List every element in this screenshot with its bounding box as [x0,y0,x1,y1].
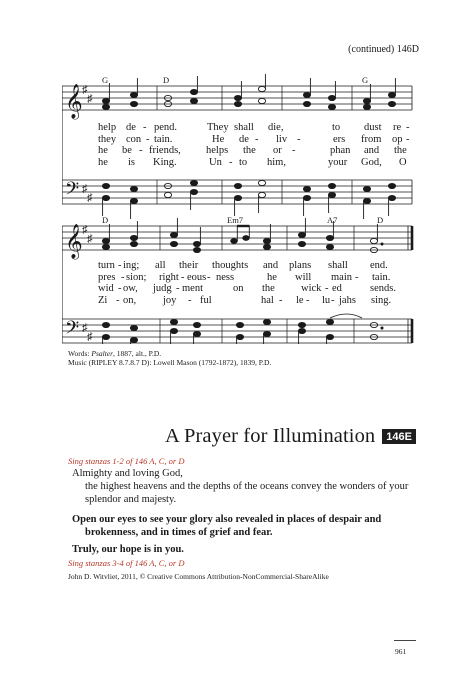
leader-prayer: Almighty and loving God, the highest heavens and the depths of the oceans convey the wonders of your splendor and majesty. [72,468,409,505]
svg-text:♯: ♯ [82,224,88,236]
people-response-1: Open our eyes to see your glory also revealed in places of despair and brokenness, and in times of grief and fear. [72,514,382,538]
verse-3-line: wid - ow, judg - ment on the wick - ed sends. [98,283,396,294]
section-number-badge: 146E [382,429,416,444]
music-credit: Music (RIPLEY 8.7.8.7 D): Lowell Mason (1792-1872), 1839, P.D. [68,358,272,367]
svg-text:♯: ♯ [87,233,93,245]
chord-symbol: G [362,75,369,85]
system1-lyrics [96,122,412,168]
verse-4-line: he is King. Un - to him, your God, O [98,156,407,168]
chord-symbol: D [377,215,384,225]
rubric-sing-3-4: Sing stanzas 3-4 of 146 A, C, or D [68,558,185,568]
page-number: 961 [395,647,407,656]
people-response-2: Truly, our hope is in you. [72,544,184,555]
treble-clef-icon: 𝄞 [65,225,83,258]
bass-clef-icon: 𝄢 [65,317,80,342]
chord-symbol: D [102,215,109,225]
verse-3-line: he be - friends, helps the or - phan and the [98,145,407,156]
section-heading [165,425,416,448]
rubric-sing-1-2: Sing stanzas 1-2 of 146 A, C, or D [68,456,185,466]
verse-2-line: they con - tain. He de - liv - ers from op - [98,133,410,145]
verse-4-line: Zi - on, joy - ful hal - le - lu - jahs sing. [98,294,392,306]
svg-text:♯: ♯ [82,183,88,195]
svg-text:♯: ♯ [82,322,88,334]
footer-rule [394,640,416,641]
chord-symbol: A7 [327,215,338,225]
verse-2-line: pres - sion; right - eous - ness he will main - tain. [98,271,391,283]
verse-1-line: turn - ing; all their thoughts and plans shall end. [98,260,388,271]
chord-symbol: Em7 [227,215,244,225]
continued-header: (continued) 146D [348,44,419,55]
svg-text:♯: ♯ [87,192,93,204]
system2-lyrics [96,260,412,306]
chord-symbol: G [102,75,109,85]
verse-1-line: help de - pend. They shall die, to dust re - [98,122,410,133]
chord-symbol: D [163,75,170,85]
bass-clef-icon: 𝄢 [65,178,80,203]
svg-text:♯: ♯ [87,331,93,343]
section-title: A Prayer for Illumination [164,425,376,447]
treble-clef-icon: 𝄞 [65,85,83,118]
system2-bass-notes [102,314,383,344]
svg-text:♯: ♯ [87,93,93,105]
words-credit: Words: Psalter, 1887, alt., P.D. [68,349,162,358]
copyright-notice: John D. Witvliet, 2011, © Creative Commons Attribution-NonCommercial-ShareAlike [68,572,329,581]
svg-text:♯: ♯ [82,84,88,96]
